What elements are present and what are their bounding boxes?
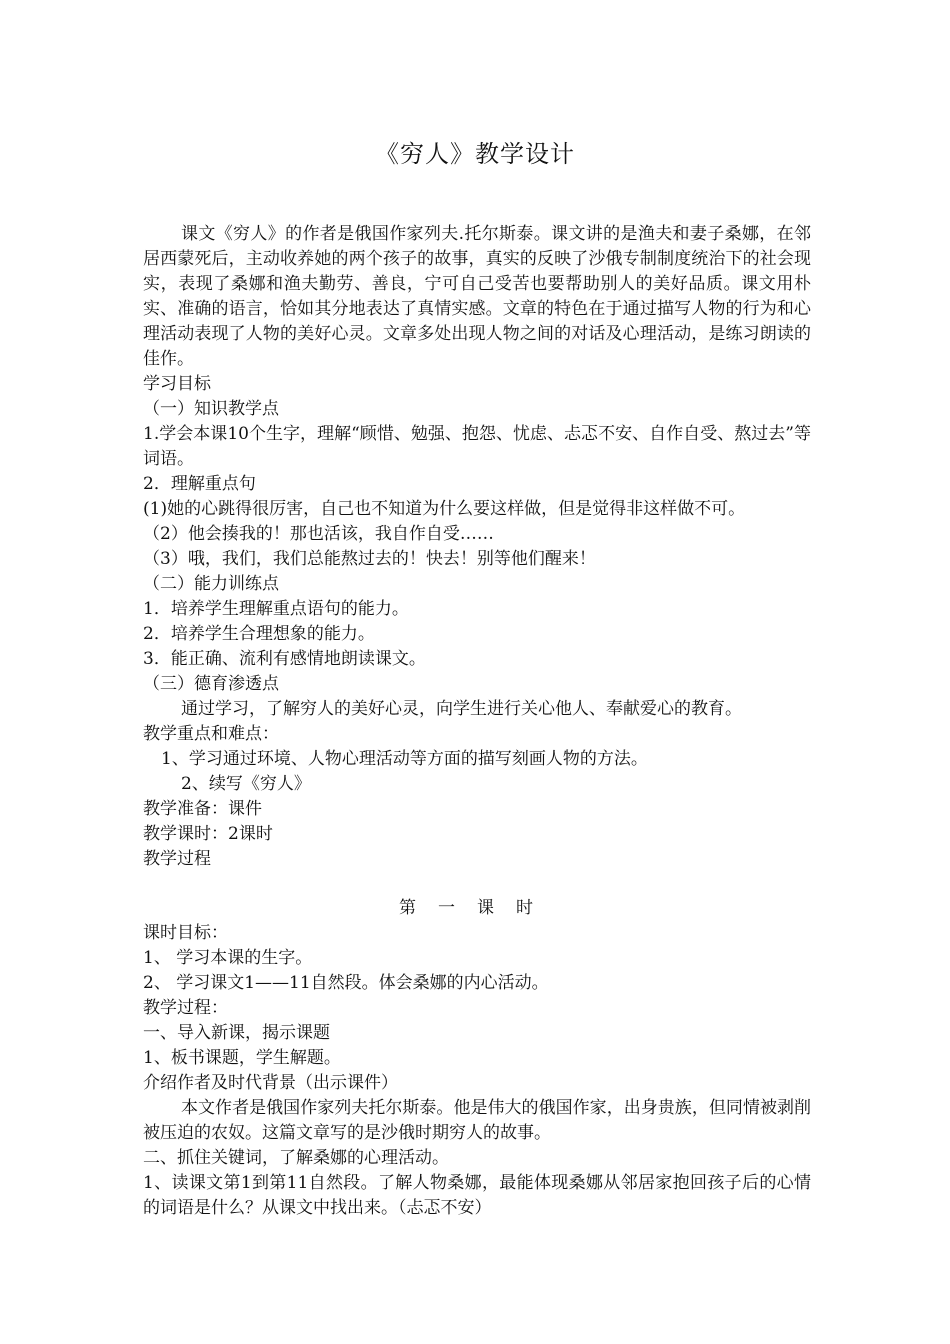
knowledge-item-1: 1.学会本课10个生字，理解“顾惜、勉强、抱怨、忧虑、忐忑不安、自作自受、熬过去”等词语。	[143, 424, 811, 469]
ability-heading: （二）能力训练点	[143, 574, 279, 594]
document-title: 《穷人》教学设计	[375, 140, 575, 168]
step-1-item-1: 1、板书课题，学生解题。	[143, 1048, 341, 1068]
key-point-2: 2、续写《穷人》	[181, 774, 311, 794]
intro-paragraph: 课文《穷人》的作者是俄国作家列夫.托尔斯泰。课文讲的是渔夫和妻子桑娜，在邻居西蒙死后，主动收养她的两个孩子的故事，真实的反映了沙俄专制制度统治下的社会现实，表现了桑娜和渔夫勤劳、善良，宁可自己受苦也要帮助别人的美好品质。课文用朴实、准确的语言，恰如其分地表达了真情实感。文章的特色在于通过描写人物的行为和心理活动表现了人物的美好心灵。文章多处出现人物之间的对话及心理活动，是练习朗读的佳作。	[143, 224, 811, 369]
goals-heading: 学习目标	[143, 374, 211, 394]
key-sentence-3: （3）哦，我们，我们总能熬过去的！快去！别等他们醒来！	[143, 549, 596, 569]
lesson-process-heading: 教学过程：	[143, 998, 228, 1018]
class-hours: 教学课时：2课时	[143, 824, 273, 844]
lesson-1-heading: 第一课时	[399, 898, 555, 918]
ability-item-3: 3．能正确、流利有感情地朗读课文。	[143, 649, 426, 669]
author-intro-paragraph: 本文作者是俄国作家列夫托尔斯泰。他是伟大的俄国作家，出身贵族，但同情被剥削被压迫的农奴。这篇文章写的是沙俄时期穷人的故事。	[143, 1098, 811, 1143]
key-point-1: 1、学习通过环境、人物心理活动等方面的描写刻画人物的方法。	[161, 749, 648, 769]
key-points-heading: 教学重点和难点：	[143, 724, 279, 744]
step-2: 二、抓住关键词，了解桑娜的心理活动。	[143, 1148, 449, 1168]
knowledge-heading: （一）知识教学点	[143, 399, 279, 419]
step-2-item-1: 1、读课文第1到第11自然段。了解人物桑娜，最能体现桑娜从邻居家抱回孩子后的心情的词语是什么？从课文中找出来。（忐忑不安）	[143, 1173, 811, 1218]
lesson-goal-1: 1、 学习本课的生字。	[143, 948, 313, 968]
preparation: 教学准备：课件	[143, 799, 262, 819]
moral-paragraph: 通过学习，了解穷人的美好心灵，向学生进行关心他人、奉献爱心的教育。	[181, 699, 742, 719]
process-heading: 教学过程	[143, 849, 211, 869]
ability-item-2: 2．培养学生合理想象的能力。	[143, 624, 375, 644]
ability-item-1: 1．培养学生理解重点语句的能力。	[143, 599, 409, 619]
key-sentence-2: （2）他会揍我的！那也活该，我自作自受……	[143, 524, 494, 544]
moral-heading: （三）德育渗透点	[143, 674, 279, 694]
step-1: 一、导入新课，揭示课题	[143, 1023, 330, 1043]
knowledge-item-2: 2．理解重点句	[143, 474, 256, 494]
author-intro-heading: 介绍作者及时代背景（出示课件）	[143, 1073, 398, 1093]
key-sentence-1: (1)她的心跳得很厉害，自己也不知道为什么要这样做，但是觉得非这样做不可。	[143, 499, 746, 519]
lesson-goal-2: 2、 学习课文1——11自然段。体会桑娜的内心活动。	[143, 973, 549, 993]
document-body	[143, 222, 811, 1221]
lesson-goals-heading: 课时目标：	[143, 923, 228, 943]
